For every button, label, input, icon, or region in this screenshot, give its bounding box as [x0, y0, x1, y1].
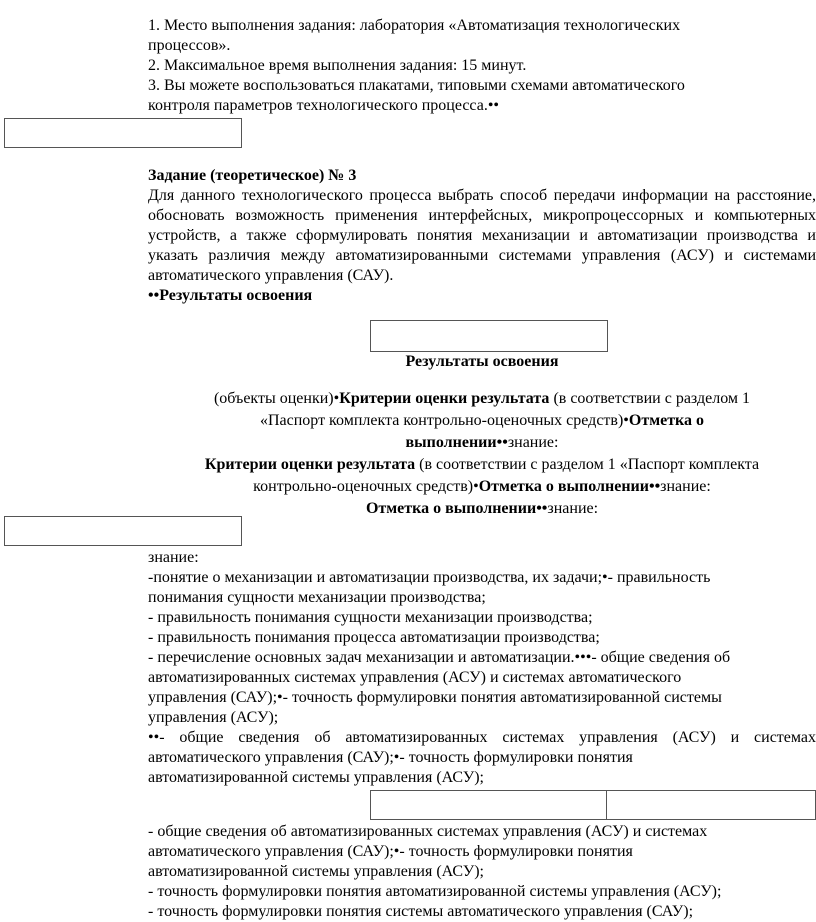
knowledge-line: знание: [148, 549, 199, 566]
knowledge-line: управления (САУ);•- точность формулировки понятия автоматизированной системы [148, 689, 722, 706]
knowledge-line: - правильность понимания сущности механизации производства; [148, 609, 593, 626]
task-title: Задание (теоретическое) № 3 [148, 167, 357, 184]
header-row: Отметка о выполнении••знание: [365, 500, 599, 517]
empty-table-cell [606, 790, 816, 820]
task-section [148, 166, 816, 306]
table-header-criteria [148, 388, 816, 520]
knowledge-line: - перечисление основных задач механизации и автоматизации.•••- общие сведения об [148, 649, 731, 666]
knowledge-line: - правильность понимания процесса автоматизации производства; [148, 629, 600, 646]
knowledge-line: автоматического управления (САУ);•- точность формулировки понятия [148, 843, 633, 860]
knowledge-line: автоматизированной системы управления (АСУ); [148, 863, 484, 880]
header-row: Критерии оценки результата (в соответствии с разделом 1 «Паспорт комплекта [204, 456, 760, 473]
knowledge-line: - точность формулировки понятия системы автоматического управления (САУ); [148, 903, 694, 920]
condition-line: 1. Место выполнения задания: лаборатория «Автоматизация технологических [148, 17, 681, 34]
results-title: Результаты освоения [405, 353, 559, 370]
condition-line: 3. Вы можете воспользоваться плакатами, типовыми схемами автоматического [148, 77, 685, 94]
knowledge-line: понимания сущности механизации производства; [148, 589, 486, 606]
table-header [148, 352, 816, 372]
condition-line: контроля параметров технологического процесса.•• [148, 97, 500, 114]
condition-line: процессов». [148, 37, 231, 54]
header-row: контрольно-оценочных средств)•Отметка о выполнении••знание: [253, 478, 711, 495]
knowledge-line: ••- общие сведения об автоматизированных системах управления (АСУ) и системах [148, 729, 816, 746]
knowledge-list-2 [148, 822, 816, 922]
header-row: «Паспорт комплекта контрольно-оценочных средств)•Отметка о [259, 412, 705, 429]
knowledge-line: автоматизированных системах управления (АСУ) и системах автоматического [148, 669, 682, 686]
knowledge-line: - общие сведения об автоматизированных системах управления (АСУ) и системах [148, 823, 708, 840]
conditions-list [148, 16, 816, 116]
knowledge-line: автоматизированной системы управления (АСУ); [148, 769, 484, 786]
empty-table-cell [4, 118, 242, 148]
knowledge-line: - точность формулировки понятия автоматизированной системы управления (АСУ); [148, 883, 722, 900]
knowledge-list [148, 548, 816, 788]
knowledge-line: управления (АСУ); [148, 709, 279, 726]
task-text: Для данного технологического процесса выбрать способ передачи информации на расстояние, обосновать возможность применения интерфейсных, микропроцессорных и компьютерных устройств, а также сформулировать понятия механизации и автоматизации производства и указать различия между автоматизированными системами управления (АСУ) и системами автоматического управления (САУ). [148, 187, 816, 284]
results-heading: ••Результаты освоения [148, 287, 313, 304]
empty-table-cell [4, 516, 242, 546]
empty-table-cell [370, 790, 608, 820]
header-row: выполнении••знание: [405, 434, 559, 451]
knowledge-line: -понятие о механизации и автоматизации производства, их задачи;•- правильность [148, 569, 711, 586]
header-row: (объекты оценки)•Критерии оценки результата (в соответствии с разделом 1 [213, 390, 751, 407]
knowledge-line: автоматического управления (САУ);•- точность формулировки понятия [148, 749, 633, 766]
empty-table-cell [370, 320, 608, 352]
condition-line: 2. Максимальное время выполнения задания: 15 минут. [148, 57, 527, 74]
